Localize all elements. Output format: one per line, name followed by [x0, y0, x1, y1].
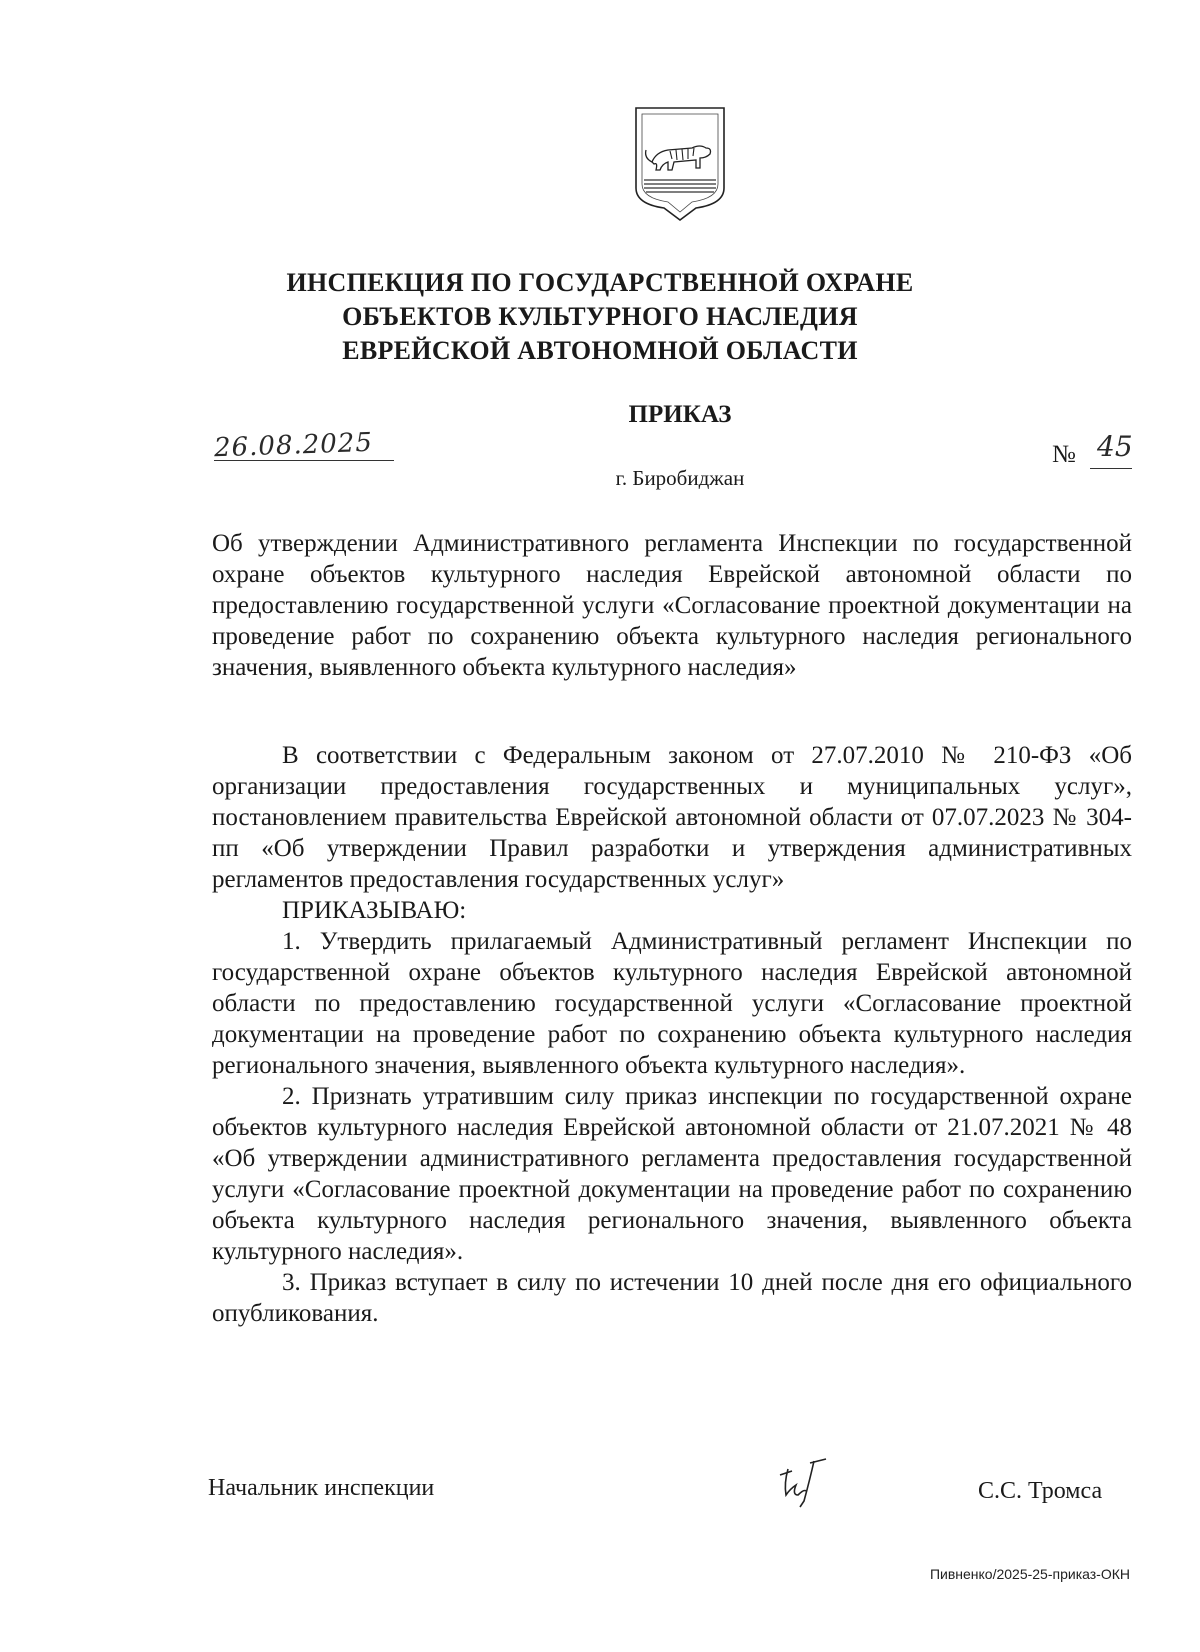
handwritten-date: 26.08.2025: [213, 427, 374, 464]
order-item: 2. Признать утратившим силу приказ инспекции по государственной охране объектов культурного наследия Еврейской автономной области от 21.07.2021 № 48 «Об утверждении административного регламента предоставления государственной услуги «Согласование проектной документации на проведение работ по сохранению объекта культурного наследия регионального значения, выявленного объекта культурного наследия».: [212, 1083, 1132, 1265]
footer-reference: Пивненко/2025-25-приказ-ОКН: [929, 1566, 1130, 1582]
signer-name: С.С. Тромса: [978, 1478, 1103, 1504]
org-line: ЕВРЕЙСКОЙ АВТОНОМНОЙ ОБЛАСТИ: [342, 336, 858, 365]
number-underline: [1090, 468, 1132, 469]
organization-header: [200, 266, 1000, 368]
org-line: ОБЪЕКТОВ КУЛЬТУРНОГО НАСЛЕДИЯ: [342, 302, 858, 331]
number-label: №: [1052, 441, 1076, 468]
date-underline: [214, 460, 394, 461]
org-line: ИНСПЕКЦИЯ ПО ГОСУДАРСТВЕННОЙ ОХРАНЕ: [286, 268, 914, 297]
handwritten-signature: [770, 1455, 840, 1510]
order-item: 1. Утвердить прилагаемый Административный регламент Инспекции по государственной охране объектов культурного наследия Еврейской автономной области по предоставлению государственной услуги «Согласование проектной документации на проведение работ по сохранению объекта культурного наследия регионального значения, выявленного объекта культурного наследия».: [212, 928, 1132, 1079]
document-body: [212, 740, 1132, 1329]
handwritten-number: 45: [1097, 430, 1133, 463]
order-word: ПРИКАЗЫВАЮ:: [282, 897, 467, 924]
signer-title: Начальник инспекции: [208, 1475, 435, 1501]
preamble-paragraph: В соответствии с Федеральным законом от 27.07.2010 № 210-ФЗ «Об организации предоставления государственных и муниципальных услуг», постановлением правительства Еврейской автономной области от 07.07.2023 № 304-пп «Об утверждении Правил разработки и утверждения административных регламентов предоставления государственных услуг»: [212, 742, 1132, 893]
order-item: 3. Приказ вступает в силу по истечении 10 дней после дня его официального опубликования.: [212, 1269, 1132, 1327]
document-subject: Об утверждении Административного регламента Инспекции по государственной охране объектов культурного наследия Еврейской автономной области по предоставлению государственной услуги «Согласование проектной документации на проведение работ по сохранению объекта культурного наследия регионального значения, выявленного объекта культурного наследия»: [212, 530, 1132, 681]
city-line: г. Биробиджан: [615, 466, 745, 490]
document-type-title: ПРИКАЗ: [628, 401, 732, 428]
tiger-coat-of-arms-icon: [630, 104, 730, 222]
